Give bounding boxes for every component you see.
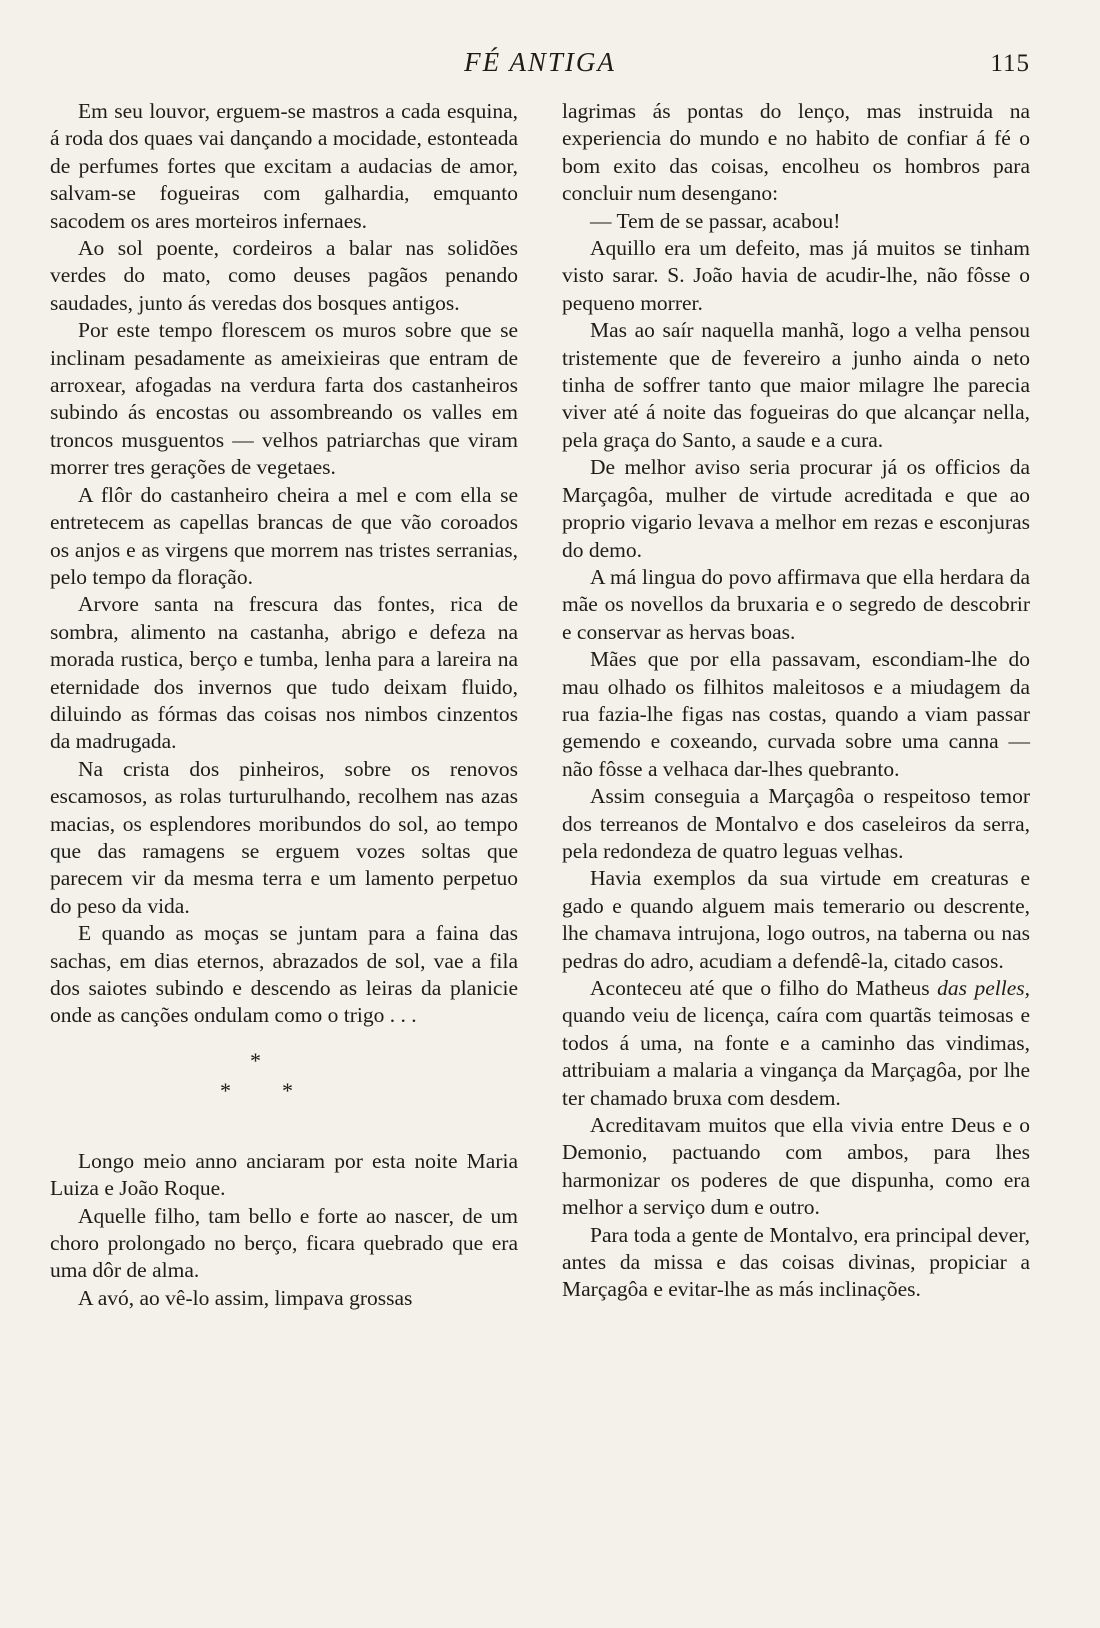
- paragraph: Mães que por ella passavam, escondiam-lhe do mau olhado os filhitos maleitosos e a miudagem da rua fazia-lhe figas nas costas, quando a viam passar gemendo e coxeando, curvada sobre uma canna — não fôsse a velhaca dar-lhes quebranto.: [562, 647, 1030, 781]
- paragraph: Em seu louvor, erguem-se mastros a cada esquina, á roda dos quaes vai dançando a mocidade, estonteada de perfumes fortes que excitam a audacias de amor, salvam-se fogueiras com galhardia, emquanto sacodem os ares morteiros infernaes.: [50, 99, 518, 233]
- paragraph: — Tem de se passar, acabou!: [590, 208, 841, 233]
- paragraph: Mas ao saír naquella manhã, logo a velha pensou tristemente que de fevereiro a junho ainda o neto tinha de soffrer tanto que maior milagre lhe parecia viver até á noite das fogueiras do que alcançar nella, pela graça do Santo, a saude e a cura.: [562, 318, 1030, 452]
- right-column: [562, 98, 1030, 1304]
- separator-star: *: [282, 1077, 293, 1103]
- paragraph: Havia exemplos da sua virtude em creaturas e gado e quando alguem mais temerario ou descrente, lhe chamava intrujona, logo outros, na taberna ou nas pedras do adro, acudiam a defendê-la, citado casos.: [562, 866, 1030, 973]
- paragraph: Longo meio anno anciaram por esta noite Maria Luiza e João Roque.: [50, 1148, 518, 1201]
- section-separator: [50, 1030, 518, 1148]
- text-run: quando veiu de licença, caíra com quartãs teimosas e todos á uma, na fonte e a caminho das vindimas, attribuiam a malaria a vingança da Marçagôa, por lhe ter chamado bruxa com desdem.: [562, 1003, 1030, 1110]
- paragraph: Ao sol poente, cordeiros a balar nas solidões verdes do mato, como deuses pagãos penando saudades, junto ás veredas dos bosques antigos.: [50, 236, 518, 315]
- paragraph: Aquelle filho, tam bello e forte ao nascer, de um choro prolongado no berço, ficara quebrado que era uma dôr de alma.: [50, 1203, 518, 1283]
- paragraph: Aquillo era um defeito, mas já muitos se tinham visto sarar. S. João havia de acudir-lhe, não fôsse o pequeno morrer.: [562, 236, 1030, 315]
- paragraph: Acreditavam muitos que ella vivia entre Deus e o Demonio, pactuando com ambos, para lhes harmonizar os poderes de que dispunha, como era melhor a serviço dum e outro.: [562, 1113, 1030, 1220]
- page-number: 115: [990, 50, 1030, 77]
- paragraph: lagrimas ás pontas do lenço, mas instruida na experiencia do mundo e no habito de confiar á fé o bom exito das coisas, encolheu os hombros para concluir num desengano:: [562, 99, 1030, 206]
- paragraph: Por este tempo florescem os muros sobre que se inclinam pesadamente as ameixieiras que entram de arroxear, afogadas na verdura farta dos castanheiros subindo ás encostas ou assombreando os valles em troncos musguentos — velhos patriarchas que viram morrer tres gerações de vegetaes.: [50, 318, 518, 480]
- paragraph: A avó, ao vê-lo assim, limpava grossas: [78, 1285, 413, 1310]
- paragraph: E quando as moças se juntam para a faina das sachas, em dias eternos, abrazados de sol, vae a fila dos saiotes subindo e descendo as leiras da planicie onde as canções ondulam como o trigo . . .: [50, 921, 518, 1028]
- paragraph: Assim conseguia a Marçagôa o respeitoso temor dos terreanos de Montalvo e dos caseleiros da serra, pela redondeza de quatro leguas velhas.: [562, 784, 1030, 863]
- text-run: Aconteceu até que o filho do Matheus: [590, 976, 930, 1000]
- separator-star: *: [220, 1077, 231, 1103]
- paragraph: Arvore santa na frescura das fontes, rica de sombra, alimento na castanha, abrigo e defeza na morada rustica, berço e tumba, lenha para a lareira na eternidade dos invernos que tudo deixam fluido, diluindo as fórmas das coisas nos nimbos cinzentos da madrugada.: [50, 592, 518, 754]
- paragraph: Na crista dos pinheiros, sobre os renovos escamosos, as rolas turturulhando, recolhem nas azas macias, os esplendores moribundos do sol, ao tempo que das ramagens se erguem vozes soltas que parecem vir da mesma terra e um lamento perpetuo do peso da vida.: [50, 756, 518, 918]
- paragraph: De melhor aviso seria procurar já os officios da Marçagôa, mulher de virtude acreditada e que ao proprio vigario levava a melhor em rezas e esconjuras do demo.: [562, 455, 1030, 562]
- running-title: FÉ ANTIGA: [464, 47, 616, 77]
- left-column: [50, 98, 518, 1312]
- paragraph: A flôr do castanheiro cheira a mel e com ella se entretecem as capellas brancas de que vão coroados os anjos e as virgens que morrem nas tristes serranias, pelo tempo da floração.: [50, 482, 518, 589]
- paragraph: Para toda a gente de Montalvo, era principal dever, antes da missa e das coisas divinas, propiciar a Marçagôa e evitar-lhe as más inclinações.: [562, 1222, 1030, 1302]
- italic-text-run: das pelles,: [937, 976, 1031, 1000]
- paragraph: [562, 975, 1030, 1112]
- paragraph: A má lingua do povo affirmava que ella herdara da mãe os novellos da bruxaria e o segredo de descobrir e conservar as hervas boas.: [562, 564, 1030, 644]
- separator-star: *: [250, 1047, 261, 1073]
